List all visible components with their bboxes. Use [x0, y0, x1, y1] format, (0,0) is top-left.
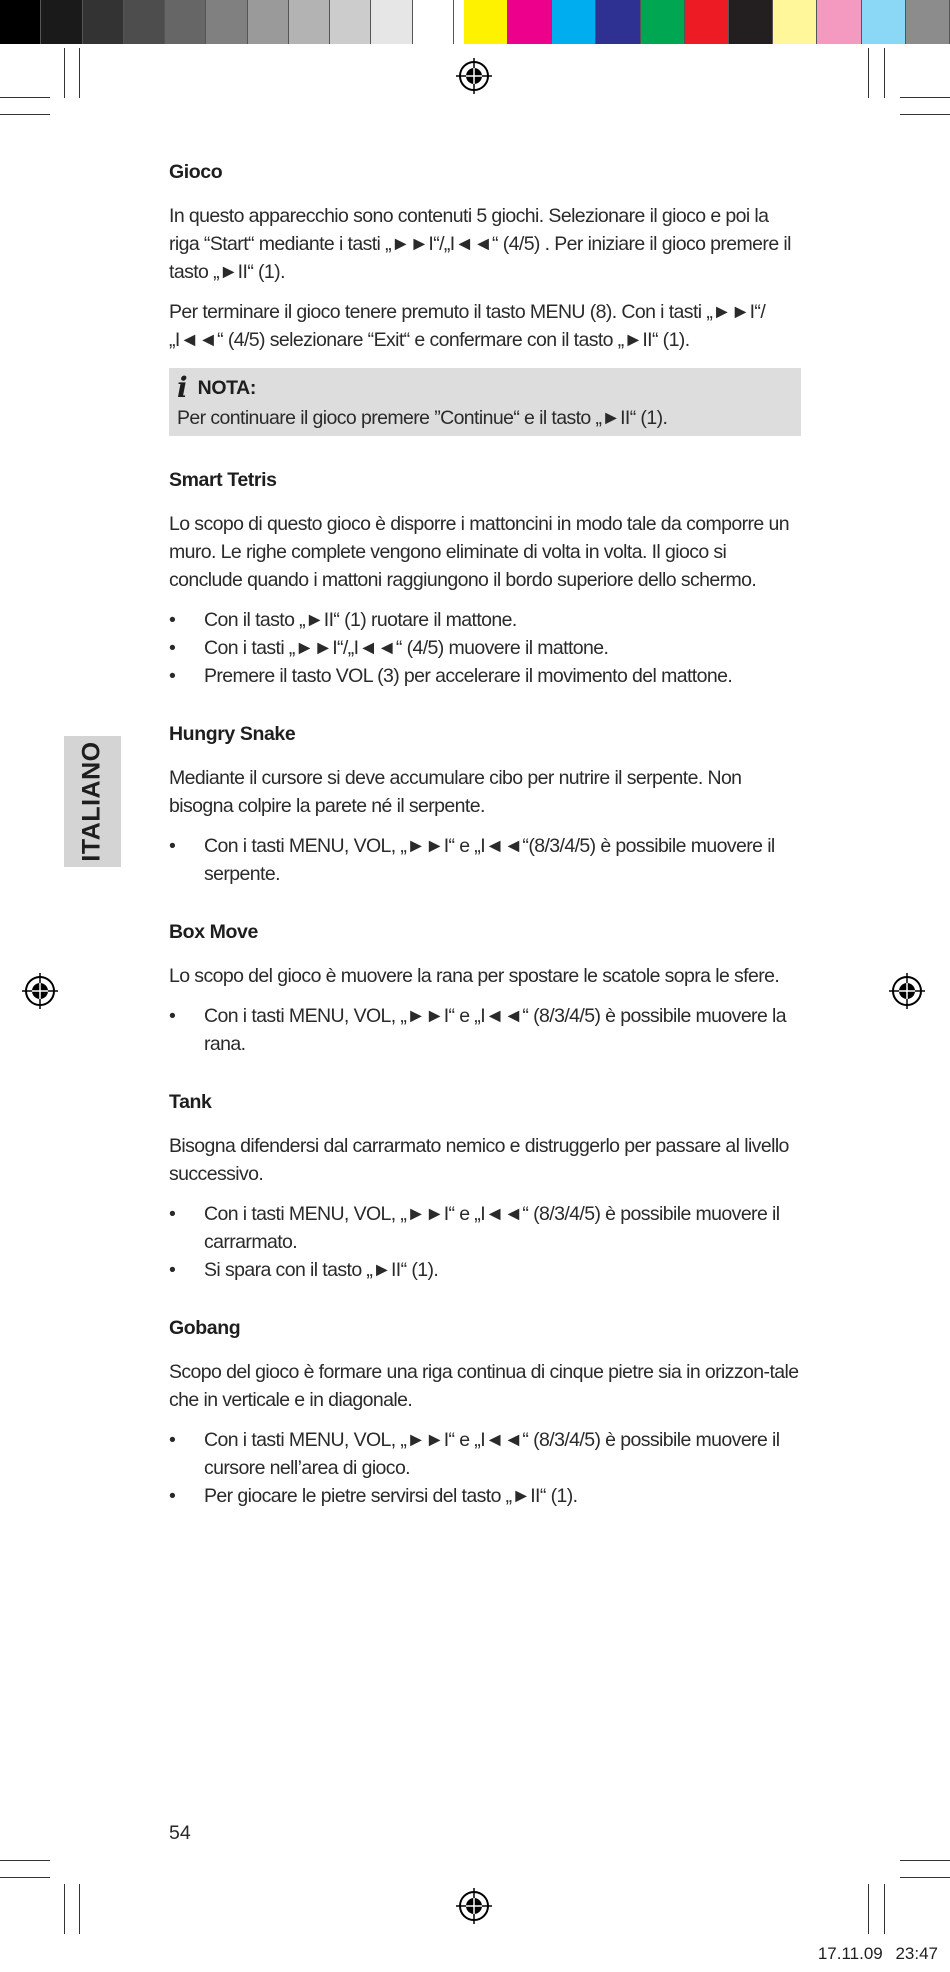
crop-mark	[0, 1877, 50, 1878]
section-title: Gobang	[169, 1317, 241, 1339]
section-gobang	[169, 1314, 801, 1510]
crop-mark	[79, 1884, 80, 1934]
registration-mark-icon	[889, 973, 925, 1009]
gray-swatch	[330, 0, 371, 44]
color-swatch	[773, 0, 817, 44]
crop-mark	[0, 1860, 50, 1861]
language-tab	[64, 736, 121, 867]
section-tank	[169, 1088, 801, 1284]
gray-swatch	[165, 0, 206, 44]
print-timestamp: 17.11.09 23:47	[817, 1944, 938, 1963]
color-swatch	[508, 0, 552, 44]
color-swatch	[906, 0, 950, 44]
list-item: • Con il tasto „►II“ (1) ruotare il mattone.	[169, 606, 801, 634]
section-title: Gioco	[169, 161, 223, 183]
paragraph: Bisogna difendersi dal carrarmato nemico e distruggerlo per passare al livello successivo.	[169, 1135, 789, 1185]
paragraph: Per terminare il gioco tenere premuto il tasto MENU (8). Con i tasti „►►I“/ „I◄◄“ (4/5) selezionare “Exit“ e confermare con il tasto „►II“ (1).	[169, 301, 766, 351]
section-hungry-snake	[169, 720, 801, 888]
list-item: • Si spara con il tasto „►II“ (1).	[169, 1256, 801, 1284]
crop-mark	[64, 1884, 65, 1934]
crop-mark	[0, 114, 50, 115]
crop-mark	[79, 48, 80, 98]
gray-swatch	[41, 0, 82, 44]
crop-mark	[884, 48, 885, 98]
color-swatch	[817, 0, 861, 44]
list-item: • Con i tasti „►►I“/„I◄◄“ (4/5) muovere il mattone.	[169, 634, 801, 662]
section-box-move	[169, 918, 801, 1058]
gray-swatch	[248, 0, 289, 44]
crop-mark	[884, 1884, 885, 1934]
bullet-list	[169, 1002, 801, 1058]
paragraph: Lo scopo del gioco è muovere la rana per spostare le scatole sopra le sfere.	[169, 965, 780, 987]
section-title: Tank	[169, 1091, 212, 1113]
crop-mark	[900, 97, 950, 98]
list-item: • Con i tasti MENU, VOL, „►►I“ e „I◄◄“ (8/3/4/5) è possibile muovere il carrarmato.	[169, 1200, 801, 1256]
paragraph: In questo apparecchio sono contenuti 5 giochi. Selezionare il gioco e poi la riga “Start“ mediante i tasti „►►I“/„I◄◄“ (4/5) . Per iniziare il gioco premere il tasto „►II“ (1).	[169, 205, 791, 283]
color-swatch	[862, 0, 906, 44]
list-item: • Con i tasti MENU, VOL, „►►I“ e „I◄◄“ (8/3/4/5) è possibile muovere il cursore nell’area di gioco.	[169, 1426, 801, 1482]
color-swatch	[596, 0, 640, 44]
bullet-list	[169, 1200, 801, 1284]
color-swatch	[641, 0, 685, 44]
color-calibration-bar	[0, 0, 950, 46]
gray-swatch	[0, 0, 41, 44]
section-gioco	[169, 158, 801, 436]
note-box	[169, 368, 801, 436]
bullet-list	[169, 832, 801, 888]
crop-mark	[868, 48, 869, 98]
section-title: Smart Tetris	[169, 469, 277, 491]
page-number: 54	[169, 1822, 191, 1844]
note-title: NOTA:	[197, 376, 256, 399]
paragraph: Scopo del gioco è formare una riga continua di cinque pietre sia in orizzon-tale che in verticale e in diagonale.	[169, 1361, 799, 1411]
gray-swatch	[124, 0, 165, 44]
crop-mark	[900, 114, 950, 115]
color-swatch	[685, 0, 729, 44]
bullet-list	[169, 1426, 801, 1510]
color-swatch	[552, 0, 596, 44]
gray-swatch	[371, 0, 412, 44]
crop-mark	[900, 1860, 950, 1861]
gray-swatch	[83, 0, 124, 44]
section-title: Hungry Snake	[169, 723, 296, 745]
manual-content	[169, 158, 801, 1510]
crop-mark	[868, 1884, 869, 1934]
registration-mark-icon	[456, 1888, 492, 1924]
color-swatch	[464, 0, 508, 44]
swatch-gap	[454, 0, 464, 46]
gray-swatch	[413, 0, 454, 44]
registration-mark-icon	[22, 973, 58, 1009]
paragraph: Mediante il cursore si deve accumulare cibo per nutrire il serpente. Non bisogna colpire la parete né il serpente.	[169, 767, 742, 817]
paragraph: Lo scopo di questo gioco è disporre i mattoncini in modo tale da comporre un muro. Le righe complete vengono eliminate di volta in volta. Il gioco si conclude quando i mattoni raggiungono il bordo superiore dello schermo.	[169, 513, 789, 591]
section-title: Box Move	[169, 921, 258, 943]
list-item: • Per giocare le pietre servirsi del tasto „►II“ (1).	[169, 1482, 801, 1510]
section-smart-tetris	[169, 466, 801, 690]
info-icon: i	[177, 371, 188, 404]
list-item: • Con i tasti MENU, VOL, „►►I“ e „I◄◄“(8/3/4/5) è possibile muovere il serpente.	[169, 832, 801, 888]
language-tab-label: ITALIANO	[78, 741, 106, 862]
gray-swatch	[206, 0, 247, 44]
registration-mark-icon	[456, 58, 492, 94]
list-item: • Premere il tasto VOL (3) per accelerare il movimento del mattone.	[169, 662, 801, 690]
crop-mark	[900, 1877, 950, 1878]
color-swatch	[729, 0, 773, 44]
gray-swatch	[289, 0, 330, 44]
crop-mark	[64, 48, 65, 98]
crop-mark	[0, 97, 50, 98]
list-item: • Con i tasti MENU, VOL, „►►I“ e „I◄◄“ (8/3/4/5) è possibile muovere la rana.	[169, 1002, 801, 1058]
note-text: Per continuare il gioco premere ”Continue“ e il tasto „►II“ (1).	[177, 407, 668, 429]
bullet-list	[169, 606, 801, 690]
